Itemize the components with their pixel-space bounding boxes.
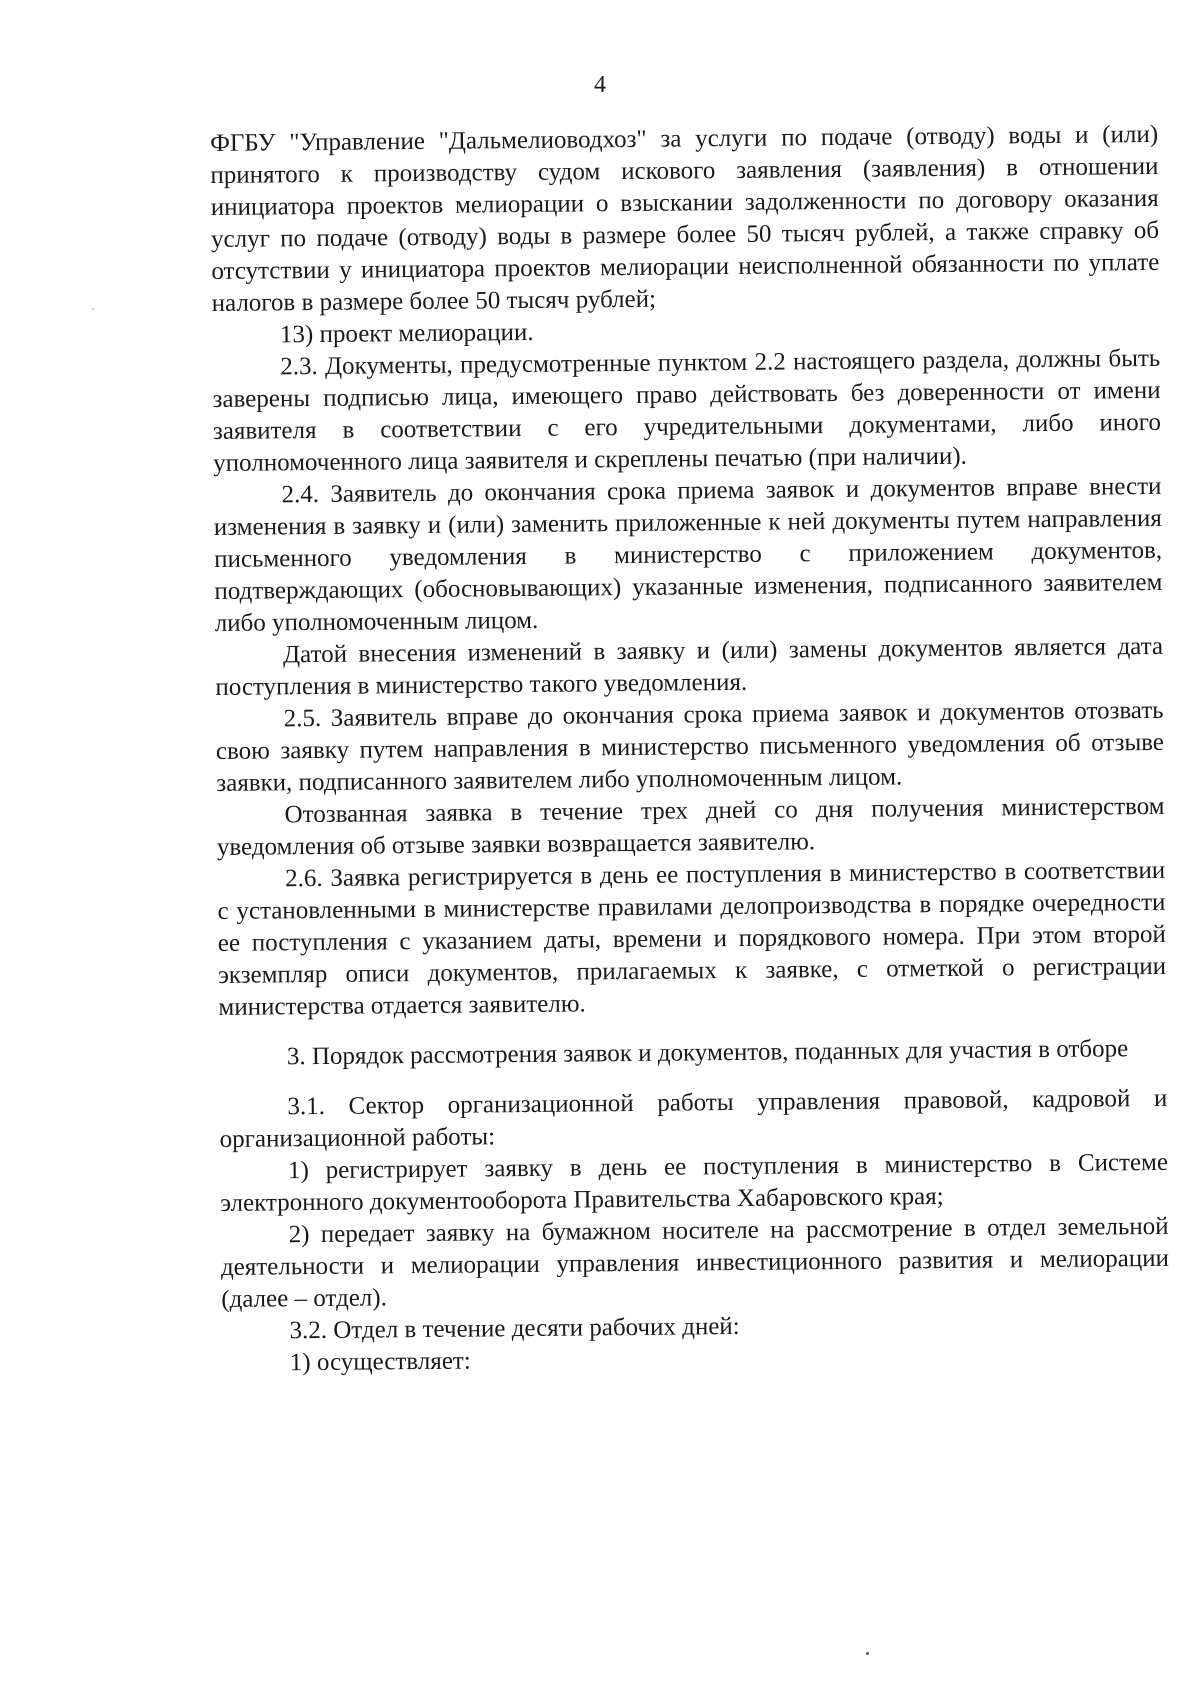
paragraph-3-2: 3.2. Отдел в течение десяти рабочих дней: <box>289 1312 740 1345</box>
paragraph-2-4: 2.4. Заявитель до окончания срока приема заявок и документов вправе внести изменения в заявку и (или) заменить приложенные к ней документы путем направления письменного уведомления в министерство с приложением документов, подтверждающих (обосновывающих) указанные изменения, подписанного заявителем либо уполномоченным лицом. <box>213 472 1163 637</box>
paragraph-3-1-item-2: 2) передает заявку на бумажном носителе на рассмотрение в отдел земельной деятельности и мелиорации управления инвестиционного развития и мелиорации (далее – отдел). <box>220 1212 1170 1313</box>
paragraph-change-date: Датой внесения изменений в заявку и (или) замены документов является дата поступления в министерство такого уведомления. <box>215 632 1164 701</box>
paragraph-item-13: 13) проект мелиорации. <box>279 318 534 349</box>
paragraph-2-6: 2.6. Заявка регистрируется в день ее поступления в министерство в соответствии с установленными в министерстве правилами делопроизводства в порядке очередности ее поступления с указанием даты, времени и порядкового номера. При этом второй экземпляр описи документов, прилагаемых к заявке, с отметкой о регистрации министерства отдается заявителю. <box>217 856 1167 1021</box>
paragraph-3-1-item-1: 1) регистрирует заявку в день ее поступления в министерство в Системе электронного документооборота Правительства Хабаровского края; <box>220 1148 1169 1217</box>
paragraph-3-1: 3.1. Сектор организационной работы управления правовой, кадровой и организационной работы: <box>219 1084 1168 1153</box>
scan-dot <box>866 1652 869 1655</box>
document-body <box>210 119 1170 1380</box>
page-number: 4 <box>594 72 606 98</box>
paragraph-2-3: 2.3. Документы, предусмотренные пунктом 2.2 настоящего раздела, должны быть заверены подписью лица, имеющего право действовать без доверенности от имени заявителя в соответствии с его учредительными документами, либо иного уполномоченного лица заявителя и скреплены печатью (при наличии). <box>212 344 1161 477</box>
paragraph-fgbu-claim: ФГБУ "Управление "Дальмелиоводхоз" за услуги по подаче (отводу) воды и (или) принятого к производству судом искового заявления (заявления) в отношении инициатора проектов мелиорации о взыскании задолженности по договору оказания услуг по подаче (отводу) воды в размере более 50 тысяч рублей, а также справку об отсутствии у инициатора проектов мелиорации неисполненной обязанности по уплате налогов в размере более 50 тысяч рублей; <box>210 120 1160 317</box>
scan-speck <box>92 308 94 310</box>
paragraph-withdrawn-application: Отозванная заявка в течение трех дней со дня получения министерством уведомления об отзыве заявки возвращается заявителю. <box>216 792 1165 861</box>
section-3-heading: 3. Порядок рассмотрения заявок и документов, поданных для участия в отборе <box>286 1035 1129 1071</box>
paragraph-2-5: 2.5. Заявитель вправе до окончания срока приема заявок и документов отозвать свою заявку путем направления в министерство письменного уведомления об отзыве заявки, подписанного заявителем либо уполномоченным лицом. <box>215 696 1165 797</box>
paragraph-3-2-item-1: 1) осуществляет: <box>289 1347 471 1377</box>
